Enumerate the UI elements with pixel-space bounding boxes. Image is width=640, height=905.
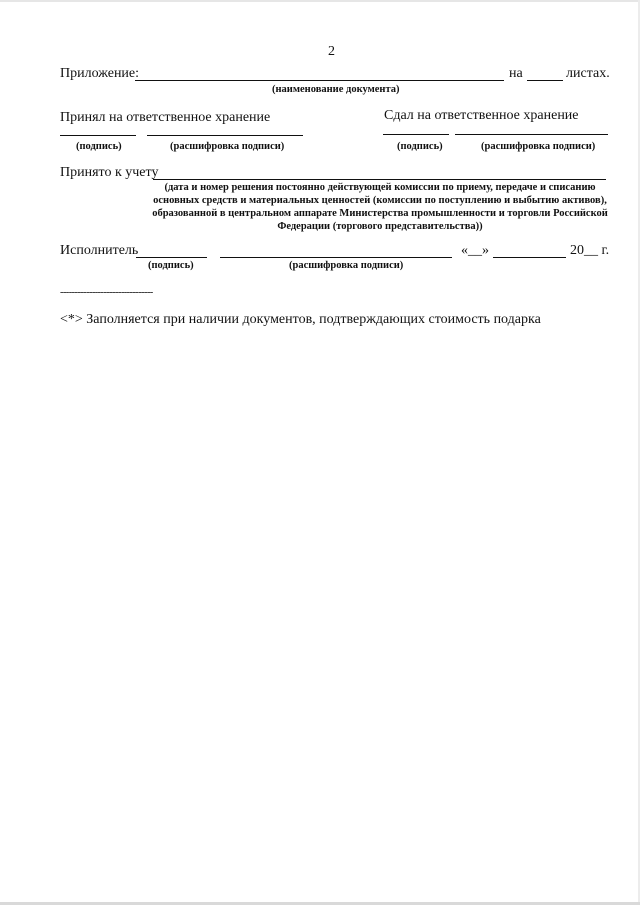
attachment-label: Приложение: bbox=[60, 66, 140, 81]
registered-caption-line-2: основных средств и материальных ценностей (комиссии по поступлению и выбытию активов), bbox=[153, 195, 607, 206]
page-edge-top bbox=[0, 0, 640, 2]
registered-caption-line-1: (дата и номер решения постоянно действующей комиссии по приему, передаче и списанию bbox=[164, 182, 596, 193]
executor-decoding-line[interactable] bbox=[220, 257, 452, 258]
handed-decoding-caption: (расшифровка подписи) bbox=[481, 141, 596, 152]
executor-signature-line[interactable] bbox=[136, 257, 207, 258]
handed-title: Сдал на ответственное хранение bbox=[384, 108, 579, 123]
handed-decoding-line[interactable] bbox=[455, 134, 608, 135]
executor-signature-caption: (подпись) bbox=[148, 260, 194, 271]
attachment-sheets-label: листах. bbox=[566, 66, 610, 81]
registered-caption-line-3: образованной в центральном аппарате Министерства промышленности и торговли Российской bbox=[152, 208, 608, 219]
accepted-signature-line[interactable] bbox=[60, 135, 136, 136]
handed-signature-caption: (подпись) bbox=[397, 141, 443, 152]
attachment-on-label: на bbox=[509, 66, 523, 81]
registered-caption-line-4: Федерации (торгового представительства)) bbox=[277, 221, 483, 232]
attachment-sheets-count-line[interactable] bbox=[527, 80, 563, 81]
footnote-text: <*> Заполняется при наличии документов, подтверждающих стоимость подарка bbox=[60, 312, 541, 327]
executor-decoding-caption: (расшифровка подписи) bbox=[289, 260, 404, 271]
executor-date-year: 20__ г. bbox=[570, 243, 610, 258]
executor-date-month-line[interactable] bbox=[493, 257, 566, 258]
executor-label: Исполнитель bbox=[60, 243, 139, 258]
accepted-signature-caption: (подпись) bbox=[76, 141, 122, 152]
accepted-title: Принял на ответственное хранение bbox=[60, 110, 271, 125]
executor-date-day: «__» bbox=[461, 243, 489, 258]
handed-signature-line[interactable] bbox=[383, 134, 449, 135]
accepted-decoding-line[interactable] bbox=[147, 135, 303, 136]
page-number: 2 bbox=[328, 44, 335, 59]
attachment-document-line[interactable] bbox=[135, 80, 504, 81]
footnote-separator: -------------------------------- bbox=[60, 287, 153, 298]
accepted-decoding-caption: (расшифровка подписи) bbox=[170, 141, 285, 152]
registered-label: Принято к учету bbox=[60, 165, 159, 180]
registered-decision-line[interactable] bbox=[153, 179, 606, 180]
attachment-caption: (наименование документа) bbox=[272, 84, 400, 95]
